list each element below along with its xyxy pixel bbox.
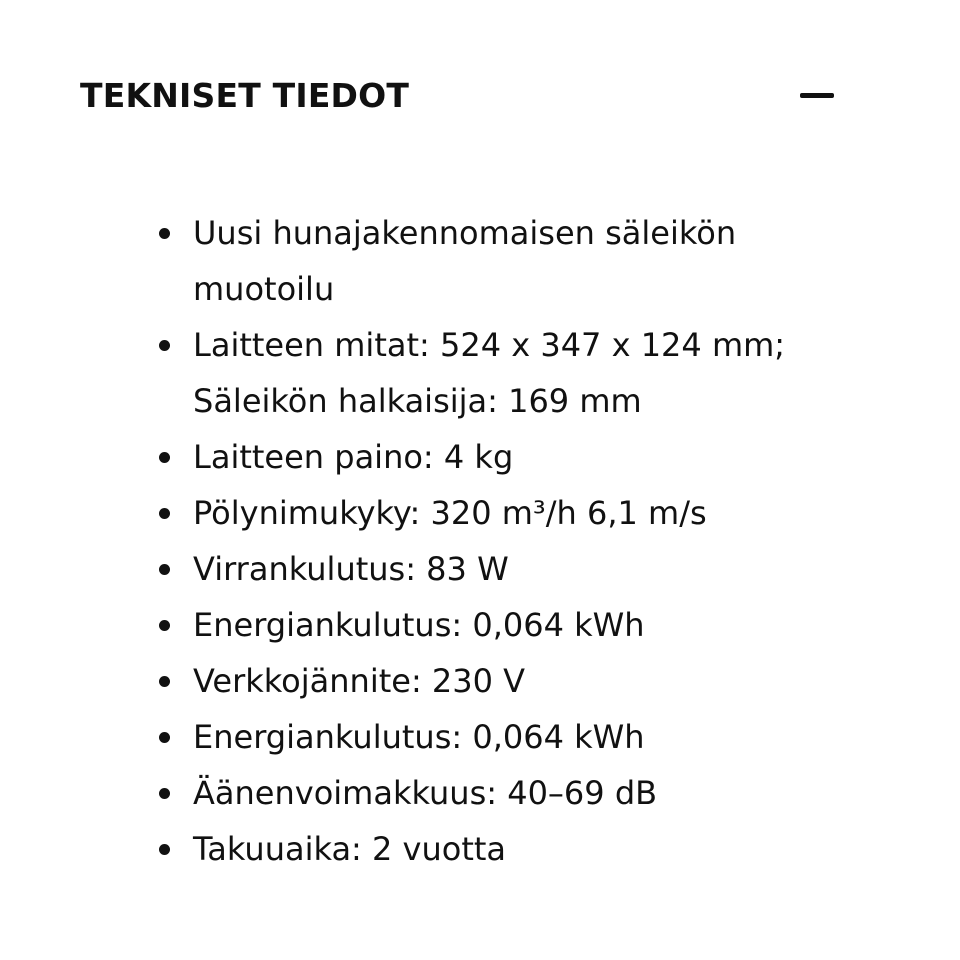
spec-text: muotoilu bbox=[193, 270, 335, 308]
spec-item bbox=[155, 541, 845, 597]
spec-list bbox=[155, 205, 845, 877]
spec-item bbox=[155, 765, 845, 821]
spec-item bbox=[155, 709, 845, 765]
spec-text: Uusi hunajakennomaisen säleikön bbox=[193, 214, 737, 252]
spec-item bbox=[155, 317, 845, 429]
spec-item bbox=[155, 205, 845, 317]
spec-text: Energiankulutus: 0,064 kWh bbox=[193, 606, 645, 644]
section-title: TEKNISET TIEDOT bbox=[80, 76, 410, 115]
spec-text: Verkkojännite: 230 V bbox=[193, 662, 526, 700]
spec-text: Säleikön halkaisija: 169 mm bbox=[193, 382, 642, 420]
spec-item bbox=[155, 653, 845, 709]
spec-item bbox=[155, 821, 845, 877]
minus-icon bbox=[800, 93, 834, 98]
spec-text: Äänenvoimakkuus: 40–69 dB bbox=[193, 774, 658, 812]
collapse-button[interactable] bbox=[794, 72, 840, 118]
spec-text: Pölynimukyky: 320 m³/h 6,1 m/s bbox=[193, 494, 707, 532]
spec-text: Laitteen mitat: 524 x 347 x 124 mm; bbox=[193, 326, 786, 364]
accordion-header[interactable] bbox=[80, 72, 840, 122]
spec-text: Laitteen paino: 4 kg bbox=[193, 438, 514, 476]
spec-item bbox=[155, 597, 845, 653]
spec-text: Virrankulutus: 83 W bbox=[193, 550, 509, 588]
spec-item bbox=[155, 485, 845, 541]
spec-text: Energiankulutus: 0,064 kWh bbox=[193, 718, 645, 756]
spec-item bbox=[155, 429, 845, 485]
spec-text: Takuuaika: 2 vuotta bbox=[193, 830, 507, 868]
